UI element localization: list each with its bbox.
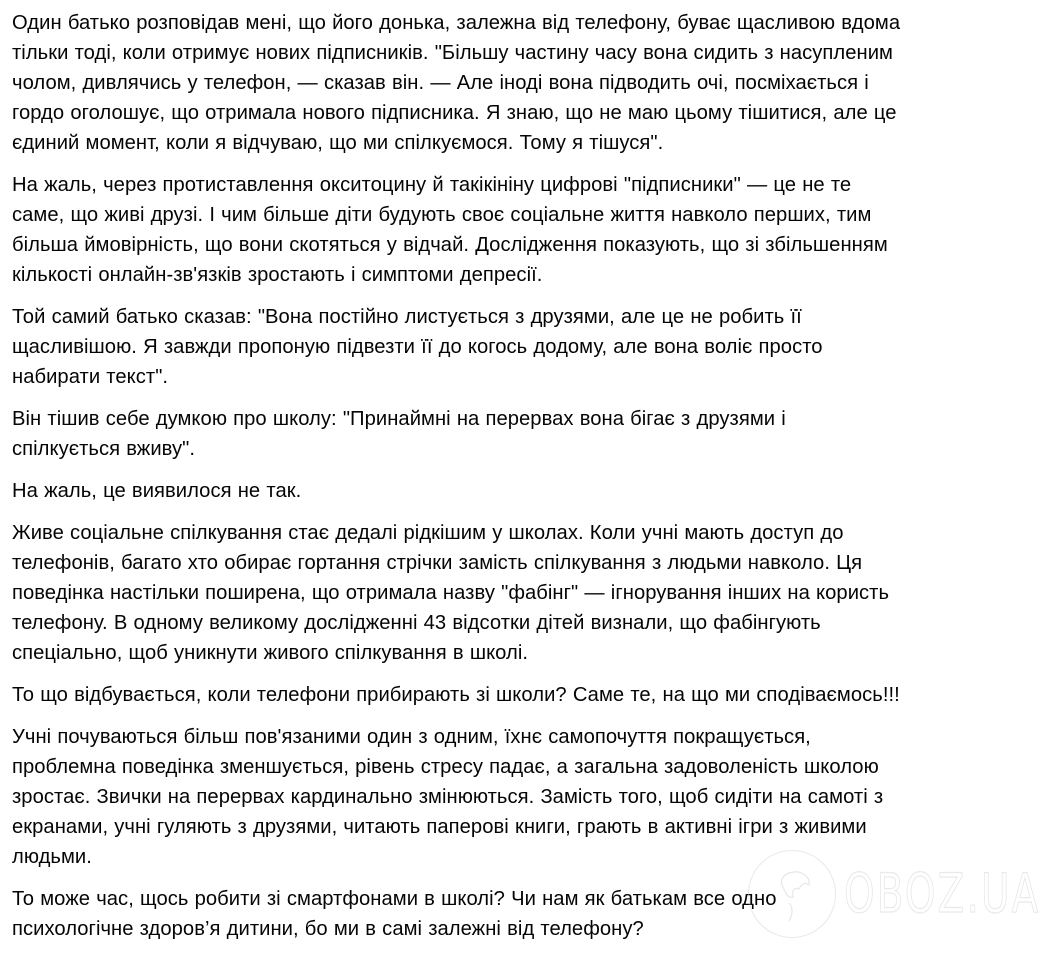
paragraph-2 [12,170,1032,290]
text-line: На жаль, це виявилося не так. [12,480,302,502]
text-line: Один батько розповідав мені, що його донька, залежна від телефону, буває щасливою вдома [12,12,901,34]
text-line: єдиний момент, коли я відчуваю, що ми спілкуємося. Тому я тішуся". [12,132,664,154]
text-line: проблемна поведінка зменшується, рівень стресу падає, а загальна задоволеність школою [12,756,879,778]
paragraph-5 [12,476,1032,506]
text-line: То що відбувається, коли телефони прибирають зі школи? Саме те, на що ми сподіваємось!!! [12,684,900,706]
text-line: телефону. В одному великому дослідженні 43 відсотки дітей визнали, що фабінгують [12,612,821,634]
paragraph-7 [12,680,1032,710]
paragraph-4 [12,404,1032,464]
text-line: зростає. Звички на перервах кардинально змінюються. Замість того, щоб сидіти на самоті з [12,786,884,808]
text-line: набирати текст". [12,366,169,388]
text-line: екранами, учні гуляють з друзями, читають паперові книги, грають в активні ігри з живими [12,816,867,838]
paragraph-1 [12,8,1032,158]
text-line: То може час, щось робити зі смартфонами в школі? Чи нам як батькам все одно [12,888,777,910]
text-line: Він тішив себе думкою про школу: "Принаймні на перервах вона бігає з друзями і [12,408,786,430]
text-line: саме, що живі друзі. І чим більше діти будують своє соціальне життя навколо перших, тим [12,204,872,226]
text-line: більша ймовірність, що вони скотяться у відчай. Дослідження показують, що зі збільшенням [12,234,888,256]
post-body [12,8,1032,956]
text-line: Учні почуваються більш пов'язаними один з одним, їхнє самопочуття покращується, [12,726,811,748]
paragraph-9 [12,884,1032,944]
text-line: чолом, дивлячись у телефон, — сказав він. — Але іноді вона підводить очі, посміхається і [12,72,869,94]
text-line: кількості онлайн-зв'язків зростають і симптоми депресії. [12,264,543,286]
text-line: Той самий батько сказав: "Вона постійно листується з друзями, але це не робить її [12,306,802,328]
text-line: щасливішою. Я завжди пропоную підвезти її до когось додому, але вона воліє просто [12,336,823,358]
text-line: людьми. [12,846,92,868]
text-line: Живе соціальне спілкування стає дедалі рідкішим у школах. Коли учні мають доступ до [12,522,844,544]
text-line: тільки тоді, коли отримує нових підписників. "Більшу частину часу вона сидить з насупленим [12,42,893,64]
paragraph-8 [12,722,1032,872]
text-line: спеціально, щоб уникнути живого спілкування в школі. [12,642,529,664]
text-line: телефонів, багато хто обирає гортання стрічки замість спілкування з людьми навколо. Ця [12,552,863,574]
text-line: На жаль, через протиставлення окситоцину й такікініну цифрові "підписники" — це не те [12,174,852,196]
watermark-text: OBOZ.UA [844,862,1041,925]
paragraph-6 [12,518,1032,668]
text-line: поведінка настільки поширена, що отримала назву "фабінг" — ігнорування інших на користь [12,582,890,604]
text-line: психологічне здоров’я дитини, бо ми в самі залежні від телефону? [12,918,644,940]
text-line: гордо оголошує, що отримала нового підписника. Я знаю, що не маю цьому тішитися, але це [12,102,897,124]
paragraph-3 [12,302,1032,392]
text-line: спілкується вживу". [12,438,196,460]
